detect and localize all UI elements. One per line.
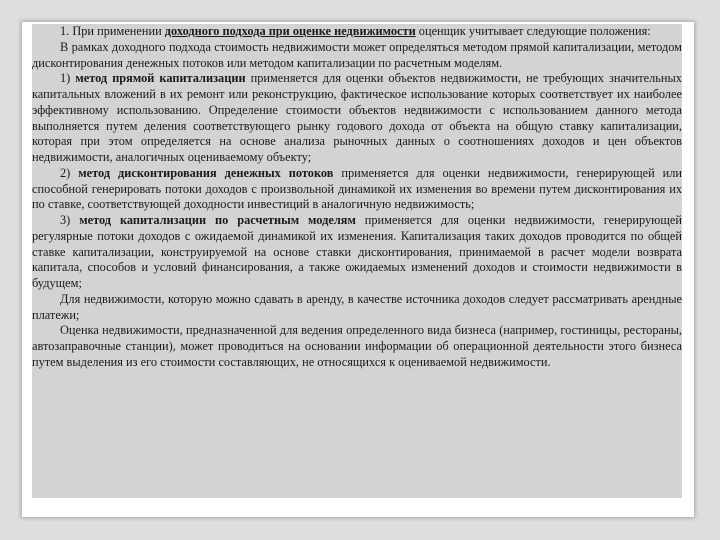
p1-text: оценщик учитывает следующие положения: <box>415 24 651 38</box>
paragraph-1 <box>32 24 682 40</box>
p3-number: 1) <box>60 71 76 86</box>
p1-number: 1. При применении <box>60 24 165 38</box>
p4-text: применяется для оценки недвижимости, генерирующей или способной генерировать потоки доходов с произвольной динамикой их изменения во времени путем дисконтирования их по ставке, соответствующей доходности инвестиций в аналогичную недвижимость; <box>32 165 682 212</box>
p3-text: применяется для оценки объектов недвижимости, не требующих значительных капитальных вложений в их ремонт или реконструкцию, фактическое использование которых соответствует их наиболее эффективному использованию. Определение стоимости объектов недвижимости с использованием данного метода выполняется путем деления соответствующего рынку годового дохода от объекта на общую ставку капитализации, которая при этом определяется на основе анализа рыночных данных о соотношениях доходов и цен объектов недвижимости, аналогичных оцениваемому объекту; <box>32 71 682 164</box>
text-block <box>32 24 682 498</box>
paragraph-2: В рамках доходного подхода стоимость недвижимости может определяться методом прямой капитализации, методом дисконтирования денежных потоков или методом капитализации по расчетным моделям. <box>32 39 682 70</box>
model-capitalization-term: метод капитализации по расчетным моделям <box>79 213 356 227</box>
p5-number: 3) <box>60 213 80 227</box>
dcf-term: метод дисконтирования денежных потоков <box>78 165 334 180</box>
paragraph-3 <box>32 71 682 166</box>
p5-text: применяется для оценки недвижимости, генерирующей регулярные потоки доходов с ожидаемой динамикой их изменения. Капитализация таких доходов проводится по общей ставке капитализации, конструируемой на основе ставки дисконтирования, принимаемой в расчет модели возврата капитала, способов и условий финансирования, а также ожидаемых изменений доходов и стоимости недвижимости в будущем; <box>32 213 682 290</box>
paragraph-5 <box>32 213 682 292</box>
slide-page <box>22 22 694 517</box>
direct-capitalization-term: метод прямой капитализации <box>75 71 246 86</box>
paragraph-4 <box>32 166 682 213</box>
income-approach-heading: доходного подхода при оценке недвижимости <box>164 24 416 38</box>
paragraph-6: Для недвижимости, которую можно сдавать в аренду, в качестве источника доходов следует рассматривать арендные платежи; <box>32 291 682 322</box>
paragraph-7: Оценка недвижимости, предназначенной для ведения определенного вида бизнеса (например, гостиницы, рестораны, автозаправочные станции), может проводиться на основании информации об операционной деятельности этого бизнеса путем выделения из его стоимости составляющих, не относящихся к оцениваемой недвижимости. <box>32 323 682 369</box>
p4-number: 2) <box>60 165 79 180</box>
